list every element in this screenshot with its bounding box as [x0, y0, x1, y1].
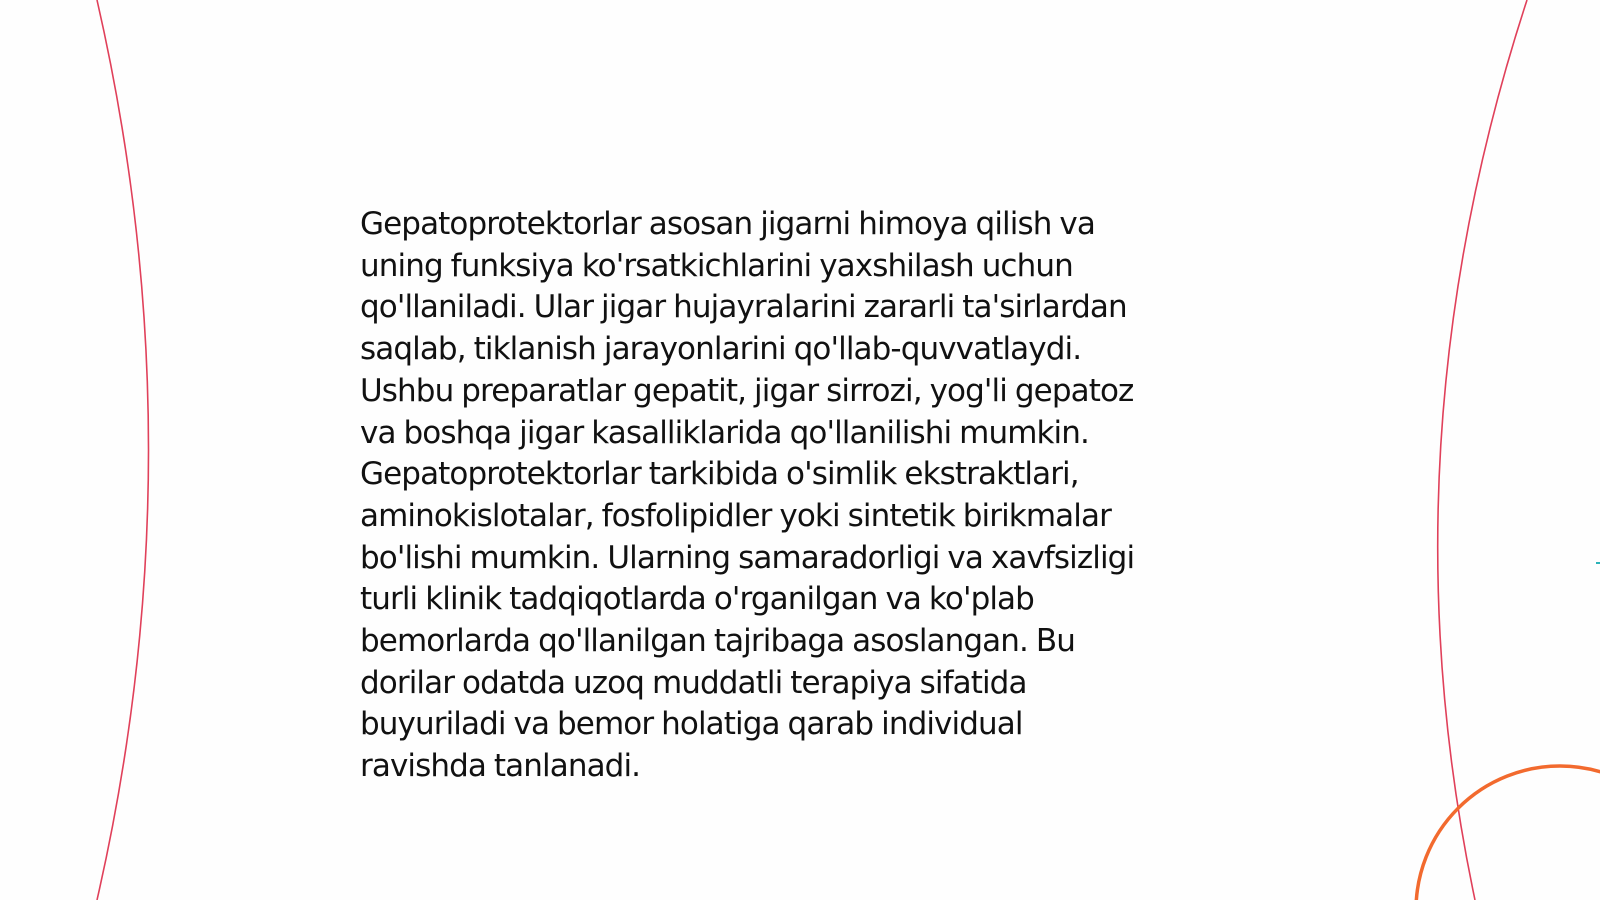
body-paragraph: Gepatoprotektorlar asosan jigarni himoya qilish va uning funksiya ko'rsatkichlarini yaxshilash uchun qo'llaniladi. Ular jigar hujayralarini zararli ta'sirlardan saqlab, tiklanish jarayonlarini qo'llab-quvvatlaydi. Ushbu preparatlar gepatit, jigar sirrozi, yog'li gepatoz va boshqa jigar kasalliklarida qo'llanilishi mumkin. Gepatoprotektorlar tarkibida o'simlik ekstraktlari, aminokislotalar, fosfolipidler yoki sintetik birikmalar bo'lishi mumkin. Ularning samaradorligi va xavfsizligi turli klinik tadqiqotlarda o'rganilgan va ko'plab bemorlarda qo'llanilgan tajribaga asoslangan. Bu dorilar odatda uzoq muddatli terapiya sifatida buyuriladi va bemor holatiga qarab individual ravishda tanlanadi.: [360, 206, 1135, 785]
left-curve: [97, 0, 149, 900]
right-curve: [1438, 0, 1527, 900]
orange-circle: [1416, 766, 1600, 900]
